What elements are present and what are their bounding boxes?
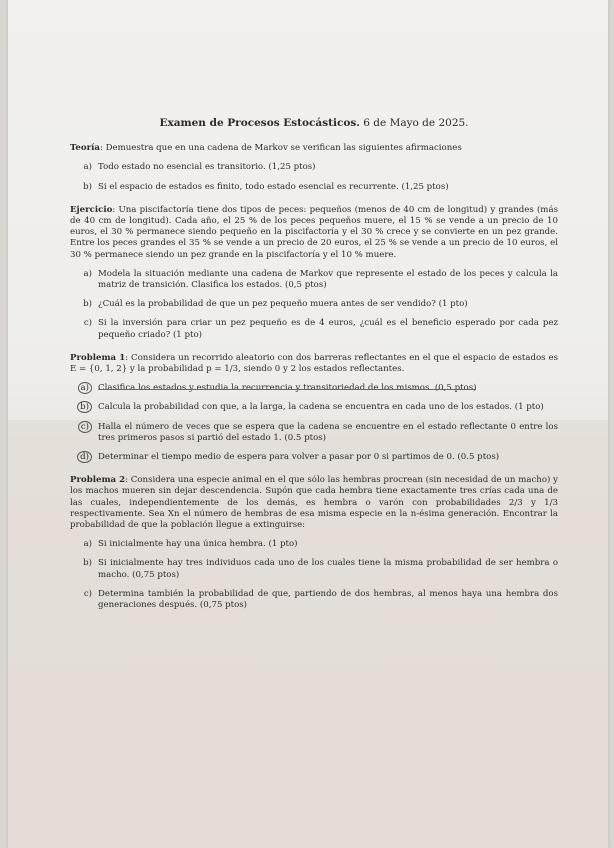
- item-marker: b): [83, 181, 92, 192]
- exam-date: 6 de Mayo de 2025.: [359, 117, 469, 129]
- teoria-items: [70, 162, 558, 192]
- item-marker: a): [83, 539, 92, 550]
- item-marker: [70, 452, 98, 463]
- problema1-item-d: [70, 452, 558, 463]
- item-marker: b): [83, 299, 92, 310]
- circled-marker: d): [77, 451, 92, 463]
- item-text: Si inicialmente hay una única hembra. (1 pto): [98, 539, 298, 550]
- problema1-item-c: [70, 422, 558, 444]
- problema2-items: [70, 539, 558, 611]
- problema1-section: [70, 353, 558, 463]
- problema2-text: : Considera una especie animal en el que sólo las hembras procrean (sin necesidad de un macho) y los machos mueren sin dejar descendencia. Supón que cada hembra tiene exactamente tres crías cada una de las cuales, independientemente de los demás, es hembra o varón con probabilidades 2/3 y 1/3 respectivamente. Sea Xn el número de hembras de esa misma especie en la n-ésima generación. Encontrar la probabilidad de que la población llegue a extinguirse:: [70, 475, 558, 531]
- problema1-item-a: [70, 383, 558, 394]
- problema1-items: [70, 383, 558, 463]
- problema2-item-b: [70, 558, 558, 580]
- ejercicio-item-b: [70, 299, 558, 310]
- item-marker: c): [83, 588, 92, 599]
- item-text: Si inicialmente hay tres individuos cada uno de los cuales tiene la misma probabilidad de ser hembra o macho. (0,75 ptos): [98, 558, 558, 580]
- circled-marker: a): [78, 382, 92, 394]
- item-marker: b): [83, 558, 92, 569]
- item-text: Halla el número de veces que se espera que la cadena se encuentre en el estado reflectante 0 entre los tres primeros pasos si partió del estado 1. (0.5 ptos): [98, 421, 558, 443]
- ejercicio-text: : Una piscifactoría tiene dos tipos de peces: pequeños (menos de 40 cm de longitud) y grandes (más de 40 cm de longitud). Cada año, el 25 % de los peces pequeños muere, el 15 % se vende a un precio de 10 euros, el 30 % permanece siendo pequeño en la piscifactoría y el 30 % crece y se convierte en un pez grande. Entre los peces grandes el 35 % se vende a un precio de 20 euros, el 25 % se vende a un precio de 10 euros, el 30 % permanece siendo un pez grande en la piscifactoría y el 10 % muere.: [70, 204, 558, 260]
- item-text: Si la inversión para criar un pez pequeño es de 4 euros, ¿cuál es el beneficio esperado por cada pez pequeño criado? (1 pto): [98, 318, 558, 340]
- problema1-label: Problema 1: [70, 352, 126, 363]
- item-marker: [70, 383, 98, 394]
- teoria-text: : Demuestra que en una cadena de Markov se verifican las siguientes afirmaciones: [99, 143, 462, 154]
- teoria-label: Teoría: [70, 143, 100, 154]
- item-text: Modela la situación mediante una cadena de Markov que represente el estado de los peces y calcula la matriz de transición. Clasifica los estados. (0,5 ptos): [98, 268, 558, 291]
- item-marker: c): [83, 318, 92, 329]
- ejercicio-section: [70, 205, 558, 341]
- teoria-item-b: [70, 182, 558, 193]
- exam-title-bold: Examen de Procesos Estocásticos.: [159, 117, 360, 129]
- teoria-item-a: [70, 162, 558, 173]
- item-marker: a): [83, 268, 92, 279]
- problema1-intro: [70, 353, 558, 375]
- item-marker: [70, 422, 98, 444]
- item-text: Si el espacio de estados es finito, todo estado esencial es recurrente. (1,25 ptos): [98, 181, 449, 192]
- ejercicio-item-a: [70, 269, 558, 291]
- teoria-section: [70, 143, 558, 193]
- exam-title: [70, 118, 558, 129]
- item-marker: [70, 402, 98, 413]
- ejercicio-item-c: [70, 318, 558, 340]
- item-text: Determinar el tiempo medio de espera para volver a pasar por 0 si partimos de 0. (0.5 ptos): [98, 452, 500, 463]
- problema2-item-a: [70, 539, 558, 550]
- problema1-item-b: [70, 402, 558, 413]
- problema2-intro: [70, 475, 558, 531]
- circled-marker: b): [77, 401, 92, 413]
- problema2-label: Problema 2: [70, 475, 126, 486]
- item-marker: a): [83, 162, 92, 173]
- item-text: ¿Cuál es la probabilidad de que un pez pequeño muera antes de ser vendido? (1 pto): [98, 299, 468, 310]
- ejercicio-items: [70, 269, 558, 341]
- item-text: Calcula la probabilidad con que, a la larga, la cadena se encuentra en cada uno de los estados. (1 pto): [98, 402, 544, 413]
- struck-text: Clasifica los estados y estudia la recurrencia y transitoriedad de los mismos. (0,5 ptos): [98, 383, 477, 394]
- teoria-intro: [70, 143, 558, 154]
- problema2-item-c: [70, 589, 558, 611]
- exam-content: [70, 118, 558, 623]
- ejercicio-intro: [70, 205, 558, 261]
- problema2-section: [70, 475, 558, 611]
- item-text: Determina también la probabilidad de que, partiendo de dos hembras, al menos haya una hembra dos generaciones después. (0,75 ptos): [98, 588, 558, 611]
- item-text: [98, 383, 558, 394]
- ejercicio-label: Ejercicio: [70, 204, 113, 215]
- problema1-text: : Considera un recorrido aleatorio con dos barreras reflectantes en el que el espacio de estados es E = {0, 1, 2} y la probabilidad p = 1/3, siendo 0 y 2 los estados reflectantes.: [70, 352, 558, 375]
- circled-marker: c): [78, 421, 92, 433]
- item-text: Todo estado no esencial es transitorio. (1,25 ptos): [98, 162, 316, 173]
